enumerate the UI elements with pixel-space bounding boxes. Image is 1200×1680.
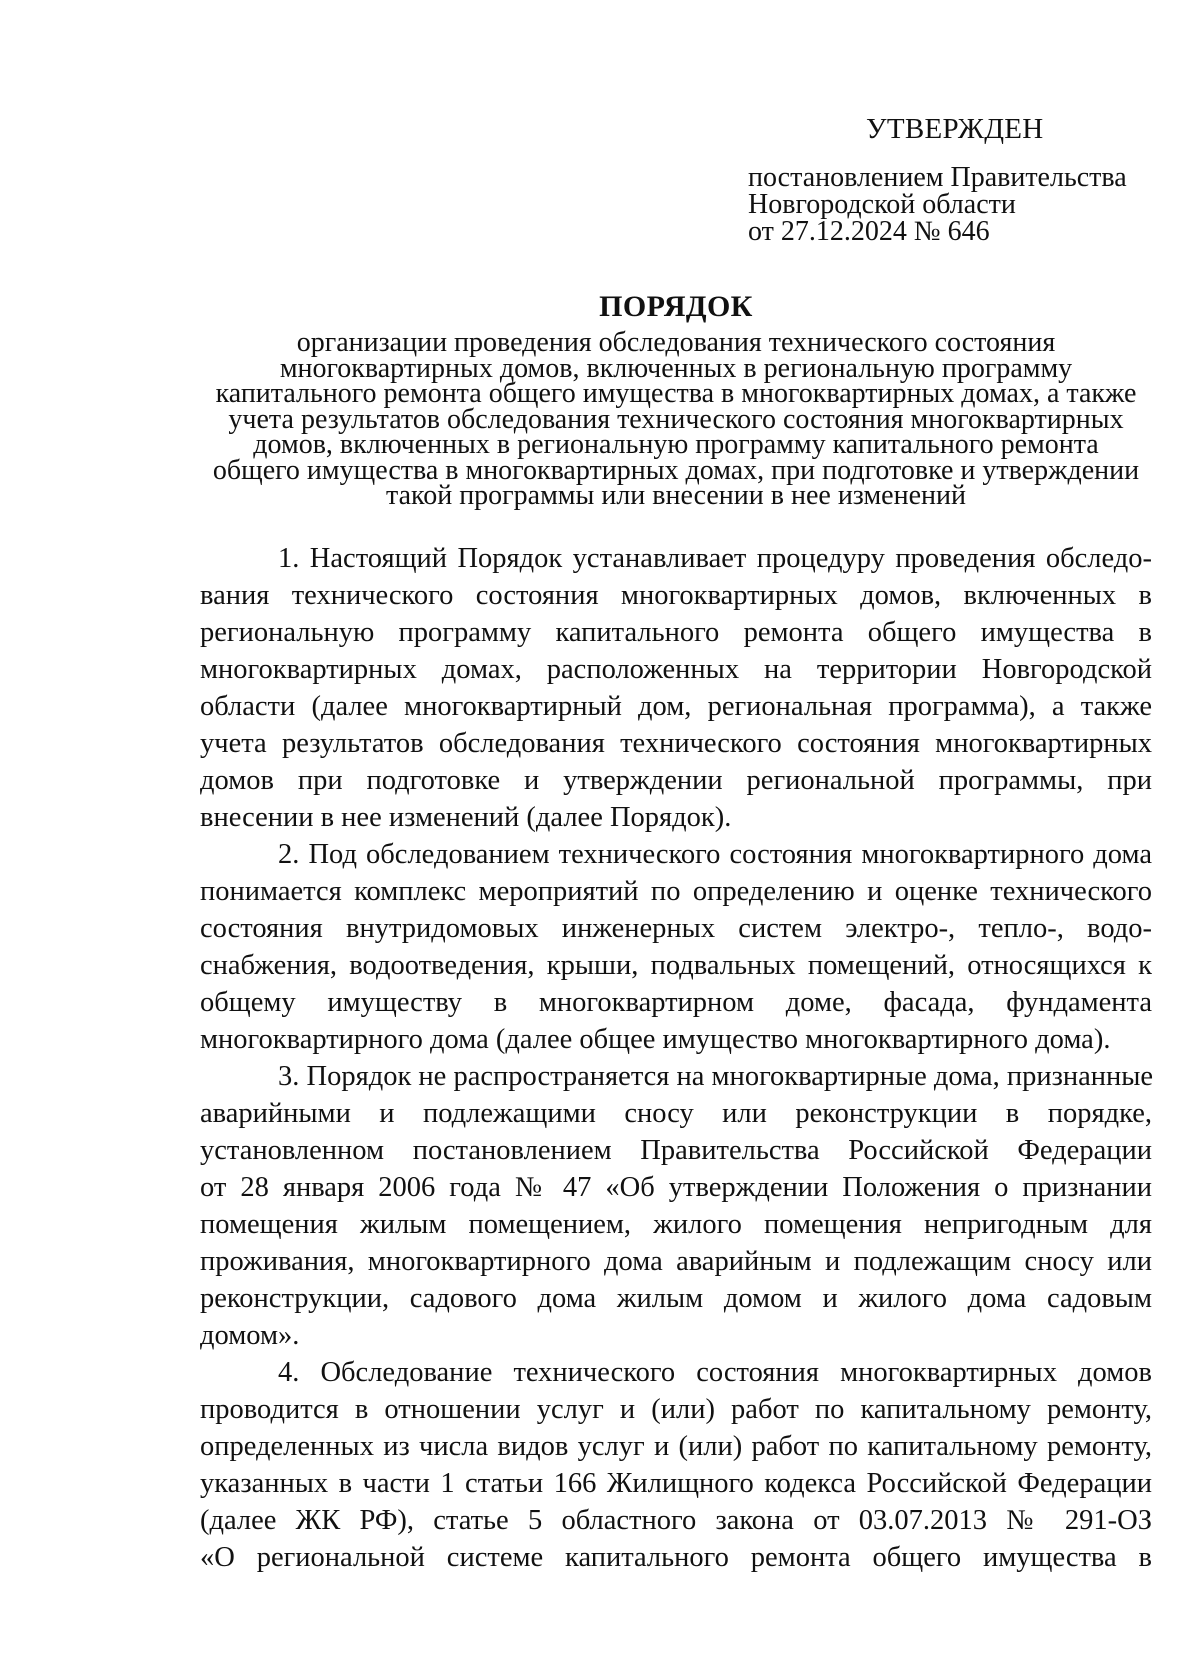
body-line: 1. Настоящий Порядок устанавливает процедуру проведения обследо- [278,543,1152,574]
body-line: установленном постановлением Правительства Российской Федерации [200,1135,1152,1166]
body-line: указанных в части 1 статьи 166 Жилищного кодекса Российской Федерации [200,1468,1152,1499]
body-line: общему имуществу в многоквартирном доме, фасада, фундамента [200,987,1152,1018]
document-title: ПОРЯДОК [599,290,753,323]
body-line: состояния внутридомовых инженерных систем электро-, тепло-, водо- [200,913,1152,944]
approval-line: Новгородской области [748,189,1016,220]
document-body [200,540,1152,1576]
body-line: проводится в отношении услуг и (или) работ по капитальному ремонту, [200,1394,1152,1425]
subtitle-line: домов, включенных в региональную программу капитального ремонта [253,429,1099,460]
body-line: проживания, многоквартирного дома аварийным и подлежащим сносу или [200,1246,1152,1277]
document-subtitle [180,327,1172,511]
body-line: домов при подготовке и утверждении региональной программы, при [200,765,1152,796]
body-line: многоквартирного дома (далее общее имущество многоквартирного дома). [200,1024,1111,1055]
body-line: региональную программу капитального ремонта общего имущества в [200,617,1152,648]
subtitle-line: общего имущества в многоквартирных домах, при подготовке и утверждении [212,454,1140,486]
approval-title: УТВЕРЖДЕН [866,113,1044,145]
body-line: аварийными и подлежащими сносу или реконструкции в порядке, [200,1098,1152,1129]
paragraph-1 [200,540,1152,836]
paragraph-4 [200,1354,1152,1576]
body-line: снабжения, водоотведения, крыши, подвальных помещений, относящихся к [200,950,1152,981]
approval-line: от 27.12.2024 № 646 [748,216,990,247]
body-line: «О региональной системе капитального ремонта общего имущества в [200,1542,1152,1573]
subtitle-line: многоквартирных домов, включенных в региональную программу [279,352,1073,384]
body-line: 2. Под обследованием технического состояния многоквартирного дома [278,839,1152,870]
subtitle-line: организации проведения обследования технического состояния [296,327,1056,358]
body-line: области (далее многоквартирный дом, региональная программа), а также [200,691,1152,722]
approval-details [748,164,1148,245]
body-line: помещения жилым помещением, жилого помещения непригодным для [200,1209,1152,1240]
body-line: понимается комплекс мероприятий по определению и оценке технического [200,876,1152,907]
body-line: внесении в нее изменений (далее Порядок). [200,802,732,833]
subtitle-line: такой программы или внесении в нее изменений [386,480,966,511]
body-line: вания технического состояния многоквартирных домов, включенных в [200,580,1152,611]
body-line: многоквартирных домах, расположенных на территории Новгородской [200,654,1152,685]
body-line: определенных из числа видов услуг и (или) работ по капитальному ремонту, [200,1431,1152,1462]
body-line: домом». [200,1320,300,1351]
body-line: от 28 января 2006 года № 47 «Об утверждении Положения о признании [200,1172,1152,1203]
approval-line: постановлением Правительства [748,162,1127,193]
paragraph-2 [200,836,1152,1058]
body-line: реконструкции, садового дома жилым домом и жилого дома садовым [200,1283,1152,1314]
body-line: 4. Обследование технического состояния многоквартирных домов [278,1357,1152,1388]
subtitle-line: капитального ремонта общего имущества в многоквартирных домах, а также [215,378,1137,409]
approval-block [748,112,1148,245]
body-line: учета результатов обследования технического состояния многоквартирных [200,728,1152,759]
subtitle-line: учета результатов обследования технического состояния многоквартирных [228,403,1124,435]
body-line: (далее ЖК РФ), статье 5 областного закона от 03.07.2013 № 291-ОЗ [200,1505,1152,1536]
body-line: 3. Порядок не распространяется на многоквартирные дома, признанные [278,1061,1154,1092]
paragraph-3 [200,1058,1152,1354]
